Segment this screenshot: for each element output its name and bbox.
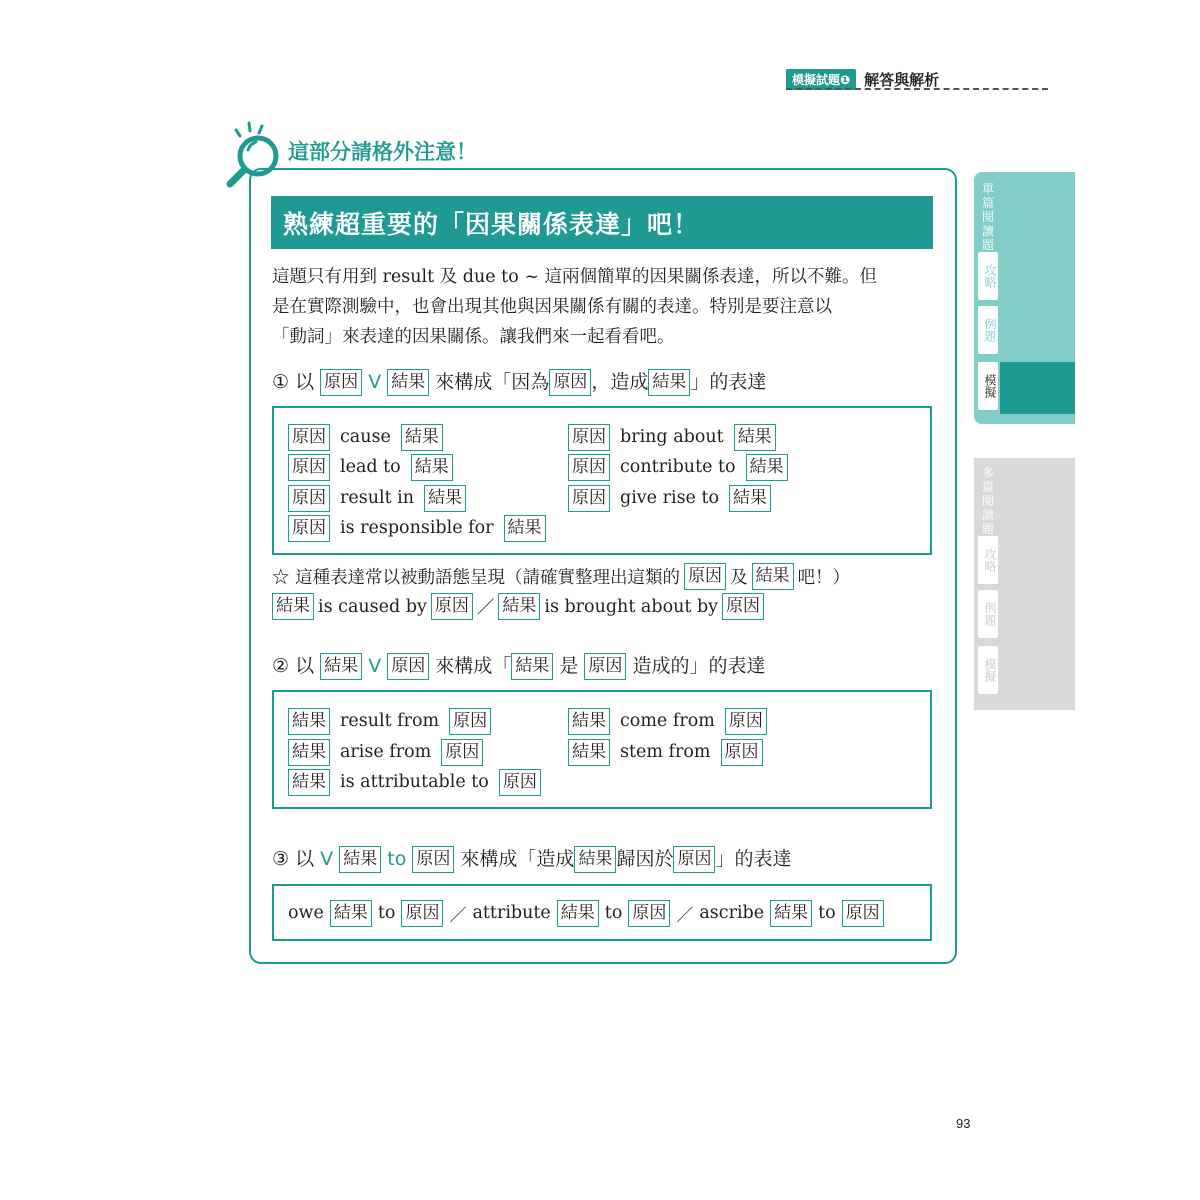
side-tab-b-item-2: 例題 bbox=[978, 590, 998, 638]
phrase-text: is attributable to bbox=[340, 772, 489, 792]
result-token: 結果 bbox=[498, 593, 540, 620]
result-token: 結果 bbox=[288, 708, 330, 735]
phrase-row bbox=[288, 768, 541, 796]
cause-token: 原因 bbox=[401, 900, 443, 927]
note-text: 吧！） bbox=[797, 568, 851, 588]
phrase-text: come from bbox=[620, 711, 715, 731]
result-token: 結果 bbox=[330, 900, 372, 927]
phrase-row bbox=[568, 423, 776, 451]
cause-token: 原因 bbox=[628, 900, 670, 927]
side-tab-b-item-3: 模擬 bbox=[978, 646, 998, 694]
result-token: 結果 bbox=[729, 485, 771, 512]
intro-line-2: 是在實際測驗中，也會出現其他與因果關係有關的表達。特別是要注意以 bbox=[272, 297, 832, 317]
section-2-number: ② bbox=[272, 655, 290, 677]
result-token: 結果 bbox=[401, 424, 443, 451]
to-token: to bbox=[387, 848, 407, 870]
cause-token: 原因 bbox=[288, 485, 330, 512]
chapter-title: 解答與解析 bbox=[864, 70, 940, 89]
panel-banner: 熟練超重要的「因果關係表達」吧！ bbox=[271, 196, 933, 249]
cause-token: 原因 bbox=[722, 593, 764, 620]
phrase-text: ascribe bbox=[699, 903, 765, 923]
result-token: 結果 bbox=[387, 369, 429, 396]
phrase-text: bring about bbox=[620, 427, 724, 447]
section-2-heading bbox=[272, 650, 765, 682]
section-3-post: 」的表達 bbox=[715, 848, 792, 870]
phrase-text: owe bbox=[288, 903, 324, 923]
cause-token: 原因 bbox=[288, 424, 330, 451]
result-token: 結果 bbox=[511, 653, 553, 680]
section-2-mid: 來構成「 bbox=[435, 655, 512, 677]
cause-token: 原因 bbox=[549, 369, 591, 396]
side-tab-a-item-3: 模擬 bbox=[978, 362, 998, 410]
result-token: 結果 bbox=[272, 593, 314, 620]
phrase-row bbox=[568, 484, 771, 512]
side-tab-a-item-1: 攻略 bbox=[978, 252, 998, 300]
section-1-pre: 以 bbox=[295, 371, 315, 393]
result-token: 結果 bbox=[752, 563, 794, 590]
verb-token: V bbox=[368, 655, 382, 677]
cause-token: 原因 bbox=[842, 900, 884, 927]
phrase-text: stem from bbox=[620, 742, 711, 762]
phrase-text: give rise to bbox=[620, 488, 720, 508]
phrase-text: to bbox=[604, 903, 623, 923]
note-text: ☆ 這種表達常以被動語態呈現（請確實整理出這類的 bbox=[272, 568, 681, 588]
section-2-pre: 以 bbox=[295, 655, 315, 677]
side-tab-b-title-text: 多篇閱讀題 bbox=[981, 466, 994, 536]
running-header bbox=[786, 68, 939, 90]
section-3-mid: 來構成「造成 bbox=[460, 848, 575, 870]
verb-token: V bbox=[368, 371, 382, 393]
cause-token: 原因 bbox=[499, 769, 541, 796]
cause-token: 原因 bbox=[288, 515, 330, 542]
cause-token: 原因 bbox=[412, 846, 454, 873]
result-token: 結果 bbox=[288, 769, 330, 796]
result-token: 結果 bbox=[557, 900, 599, 927]
cause-token: 原因 bbox=[721, 739, 763, 766]
section-1-comma: ，造成 bbox=[591, 371, 649, 393]
phrase-text: is responsible for bbox=[340, 518, 494, 538]
cause-token: 原因 bbox=[568, 485, 610, 512]
result-token: 結果 bbox=[746, 454, 788, 481]
result-token: 結果 bbox=[411, 454, 453, 481]
cause-token: 原因 bbox=[584, 653, 626, 680]
section-1-mid: 來構成「因為 bbox=[435, 371, 550, 393]
chapter-badge: 模擬試題❶ bbox=[786, 69, 856, 90]
section-3-heading bbox=[272, 843, 791, 875]
phrase-text: lead to bbox=[340, 457, 401, 477]
note-text: is brought about by bbox=[544, 596, 719, 617]
section-1-number: ① bbox=[272, 371, 290, 393]
result-token: 結果 bbox=[574, 846, 616, 873]
separator: ／ bbox=[676, 905, 694, 926]
result-token: 結果 bbox=[770, 900, 812, 927]
cause-token: 原因 bbox=[288, 454, 330, 481]
result-token: 結果 bbox=[320, 653, 362, 680]
separator: ／ bbox=[449, 905, 467, 926]
header-divider bbox=[786, 88, 1048, 90]
cause-token: 原因 bbox=[568, 454, 610, 481]
verb-token: V bbox=[320, 848, 334, 870]
intro-paragraph bbox=[272, 262, 936, 352]
result-token: 結果 bbox=[504, 515, 546, 542]
cause-token: 原因 bbox=[684, 563, 726, 590]
section-1-post: 」的表達 bbox=[690, 371, 767, 393]
result-token: 結果 bbox=[288, 739, 330, 766]
cause-token: 原因 bbox=[673, 846, 715, 873]
side-tab-a-item-2: 例題 bbox=[978, 306, 998, 354]
phrase-text: to bbox=[818, 903, 836, 923]
phrase-row bbox=[568, 453, 788, 481]
intro-line-3: 「動詞」來表達的因果關係。讓我們來一起看看吧。 bbox=[272, 327, 675, 347]
attention-heading: 這部分請格外注意！ bbox=[288, 140, 477, 164]
phrase-row bbox=[288, 514, 546, 542]
result-token: 結果 bbox=[648, 369, 690, 396]
page-number: 93 bbox=[956, 1116, 971, 1131]
cause-token: 原因 bbox=[320, 369, 362, 396]
section-3-pre: 以 bbox=[295, 848, 315, 870]
result-token: 結果 bbox=[568, 739, 610, 766]
section-3-attr: 歸因於 bbox=[616, 848, 674, 870]
phrase-text: result from bbox=[340, 711, 440, 731]
passive-note-line-2 bbox=[272, 593, 764, 620]
cause-token: 原因 bbox=[441, 739, 483, 766]
cause-token: 原因 bbox=[725, 708, 767, 735]
section-2-post: 造成的」的表達 bbox=[632, 655, 766, 677]
phrase-text: result in bbox=[340, 488, 415, 508]
note-text: 及 bbox=[730, 568, 748, 588]
side-tab-active-highlight bbox=[1000, 362, 1075, 414]
section-1-heading bbox=[272, 366, 766, 398]
phrase-row bbox=[288, 453, 453, 481]
phrase-text: to bbox=[377, 903, 396, 923]
passive-note-line-1 bbox=[272, 563, 850, 590]
section-3-number: ③ bbox=[272, 848, 290, 870]
separator: ／ bbox=[476, 598, 495, 618]
cause-token: 原因 bbox=[449, 708, 491, 735]
result-token: 結果 bbox=[339, 846, 381, 873]
cause-token: 原因 bbox=[387, 653, 429, 680]
phrase-row bbox=[288, 484, 466, 512]
side-tab-a-title-text: 單篇閱讀題 bbox=[981, 182, 994, 252]
note-text: is caused by bbox=[318, 596, 427, 617]
result-token: 結果 bbox=[568, 708, 610, 735]
side-tab-b-item-1: 攻略 bbox=[978, 536, 998, 584]
cause-token: 原因 bbox=[568, 424, 610, 451]
phrase-row bbox=[288, 738, 483, 766]
cause-token: 原因 bbox=[431, 593, 473, 620]
phrase-row bbox=[288, 423, 443, 451]
phrase-row bbox=[568, 707, 767, 735]
result-token: 結果 bbox=[734, 424, 776, 451]
phrase-row bbox=[288, 899, 884, 927]
phrase-text: attribute bbox=[472, 903, 551, 923]
phrase-text: cause bbox=[340, 427, 391, 447]
phrase-text: contribute to bbox=[620, 457, 736, 477]
section-2-is: 是 bbox=[559, 655, 579, 677]
intro-line-1: 這題只有用到 result 及 due to ~ 這兩個簡單的因果關係表達，所以不難。但 bbox=[272, 267, 878, 287]
phrase-row bbox=[568, 738, 763, 766]
phrase-text: arise from bbox=[340, 742, 432, 762]
phrase-row bbox=[288, 707, 491, 735]
result-token: 結果 bbox=[424, 485, 466, 512]
